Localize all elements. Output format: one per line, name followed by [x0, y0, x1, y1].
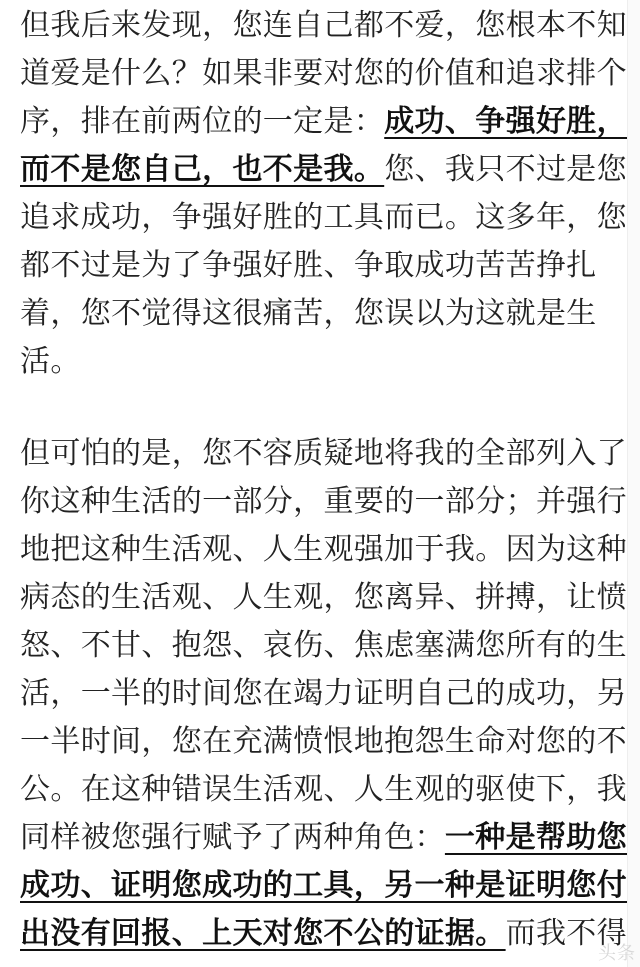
text-line: 活。	[20, 344, 81, 379]
emphasis-text: 一种是帮助您	[444, 820, 628, 855]
text-line: 怒、不甘、抱怨、哀伤、焦虑塞满您所有的生	[20, 628, 627, 663]
text-line: 但我后来发现，您连自己都不爱，您根本不知	[20, 8, 627, 43]
page-edge	[627, 0, 640, 967]
text-line: 你这种生活的一部分，重要的一部分；并强行	[20, 484, 627, 519]
text-line: 公。在这种错误生活观、人生观的驱使下，我	[20, 772, 627, 807]
text-span: 同样被您强行赋予了两种角色：	[20, 820, 445, 855]
text-line: 地把这种生活观、人生观强加于我。因为这种	[20, 532, 627, 567]
text-line: 都不过是为了争强好胜、争取成功苦苦挣扎	[20, 248, 597, 283]
text-line: 着，您不觉得这很痛苦，您误以为这就是生	[20, 296, 597, 331]
text-span: 而我不得	[505, 916, 628, 951]
text-line: 追求成功，争强好胜的工具而已。这多年，您	[20, 200, 627, 235]
text-line: 一半时间，您在充满愤恨地抱怨生命对您的不	[20, 724, 627, 759]
text-line	[20, 146, 626, 194]
text-span: 序，排在前两位的一定是：	[20, 104, 385, 139]
watermark: 头条	[598, 943, 636, 964]
text-line: 病态的生活观、人生观，您离异、拼搏，让愤	[20, 580, 627, 615]
text-line	[20, 98, 626, 146]
emphasis-text: 成功、争强好胜，	[384, 104, 628, 139]
text-line	[20, 814, 626, 862]
emphasis-text: 而不是您自己，也不是我。	[20, 152, 385, 187]
emphasis-text: 出没有回报、上天对您不公的证据。	[20, 916, 506, 951]
text-line: 活，一半的时间您在竭力证明自己的成功，另	[20, 676, 627, 711]
text-span: 您、我只不过是您	[384, 152, 628, 187]
text-line: 道爱是什么？如果非要对您的价值和追求排个	[20, 56, 627, 91]
text-line	[20, 862, 626, 910]
text-line	[20, 910, 626, 958]
emphasis-text: 成功、证明您成功的工具，另一种是证明您付	[20, 868, 627, 903]
paragraph-1	[20, 2, 626, 386]
paragraph-2	[20, 430, 626, 958]
text-line: 但可怕的是，您不容质疑地将我的全部列入了	[20, 436, 627, 471]
